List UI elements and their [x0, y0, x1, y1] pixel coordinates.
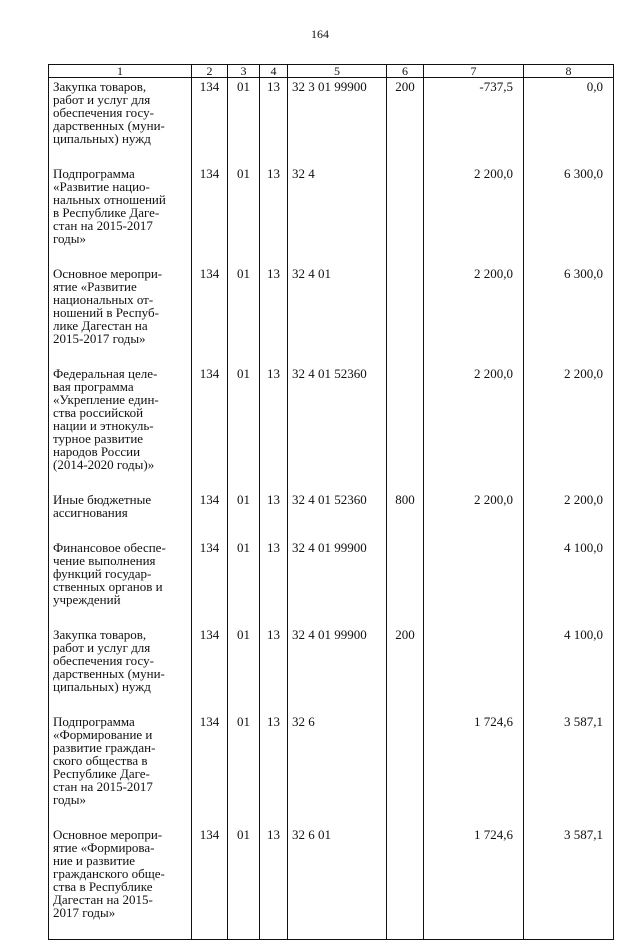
row-expense-type-cell — [387, 539, 424, 626]
row-expense-type-cell: 200 — [387, 78, 424, 166]
row-amount-col8-cell: 6 300,0 — [524, 165, 614, 265]
header-cell-1: 1 — [49, 65, 192, 78]
row-admin-code-cell: 134 — [192, 365, 228, 491]
row-subsection-cell: 13 — [260, 713, 288, 826]
row-amount-col7-cell — [424, 539, 524, 626]
row-amount-col7-cell: 2 200,0 — [424, 265, 524, 365]
row-name-cell: Иные бюджетные ассигнования — [49, 491, 192, 539]
row-name-cell: Закупка товаров, работ и услуг для обеспечения госу- дарственных (муни- ципальных) нужд — [49, 626, 192, 713]
header-cell-5: 5 — [288, 65, 387, 78]
table-row — [49, 165, 614, 265]
row-target-article-cell: 32 6 — [288, 713, 387, 826]
row-target-article-cell: 32 4 01 99900 — [288, 626, 387, 713]
row-admin-code-cell: 134 — [192, 165, 228, 265]
row-admin-code-cell: 134 — [192, 826, 228, 940]
page-number: 164 — [311, 27, 329, 41]
row-section-cell: 01 — [228, 826, 260, 940]
row-subsection-cell: 13 — [260, 78, 288, 166]
row-section-cell: 01 — [228, 539, 260, 626]
table-row — [49, 539, 614, 626]
row-subsection-cell: 13 — [260, 826, 288, 940]
row-admin-code-cell: 134 — [192, 539, 228, 626]
row-target-article-cell: 32 4 01 — [288, 265, 387, 365]
row-amount-col8-cell: 6 300,0 — [524, 265, 614, 365]
row-name-cell: Финансовое обеспе- чение выполнения функций государ- ственных органов и учреждений — [49, 539, 192, 626]
row-target-article-cell: 32 4 01 52360 — [288, 365, 387, 491]
row-amount-col7-cell: 2 200,0 — [424, 491, 524, 539]
row-target-article-cell: 32 4 — [288, 165, 387, 265]
row-section-cell: 01 — [228, 365, 260, 491]
row-subsection-cell: 13 — [260, 165, 288, 265]
row-target-article-cell: 32 4 01 99900 — [288, 539, 387, 626]
row-expense-type-cell — [387, 265, 424, 365]
header-cell-4: 4 — [260, 65, 288, 78]
row-amount-col8-cell: 0,0 — [524, 78, 614, 166]
row-admin-code-cell: 134 — [192, 626, 228, 713]
row-subsection-cell: 13 — [260, 265, 288, 365]
row-expense-type-cell — [387, 365, 424, 491]
row-amount-col7-cell: 2 200,0 — [424, 165, 524, 265]
table-row — [49, 365, 614, 491]
header-cell-6: 6 — [387, 65, 424, 78]
row-name-cell: Закупка товаров, работ и услуг для обеспечения госу- дарственных (муни- ципальных) нужд — [49, 78, 192, 166]
table-row — [49, 626, 614, 713]
row-subsection-cell: 13 — [260, 539, 288, 626]
header-cell-2: 2 — [192, 65, 228, 78]
row-name-cell: Подпрограмма «Развитие нацио- нальных отношений в Республике Даге- стан на 2015-2017 годы» — [49, 165, 192, 265]
row-amount-col7-cell — [424, 626, 524, 713]
row-admin-code-cell: 134 — [192, 491, 228, 539]
row-target-article-cell: 32 4 01 52360 — [288, 491, 387, 539]
header-cell-7: 7 — [424, 65, 524, 78]
row-amount-col8-cell: 4 100,0 — [524, 626, 614, 713]
row-amount-col8-cell: 4 100,0 — [524, 539, 614, 626]
table-body — [49, 78, 614, 940]
row-subsection-cell: 13 — [260, 365, 288, 491]
row-admin-code-cell: 134 — [192, 713, 228, 826]
row-section-cell: 01 — [228, 713, 260, 826]
row-expense-type-cell: 200 — [387, 626, 424, 713]
row-name-cell: Основное меропри- ятие «Развитие национальных от- ношений в Респуб- лике Дагестан на 2015-2017 годы» — [49, 265, 192, 365]
table-row — [49, 713, 614, 826]
row-amount-col8-cell: 3 587,1 — [524, 826, 614, 940]
table-row — [49, 78, 614, 166]
budget-table — [48, 64, 614, 940]
row-amount-col8-cell: 3 587,1 — [524, 713, 614, 826]
row-section-cell: 01 — [228, 491, 260, 539]
row-section-cell: 01 — [228, 626, 260, 713]
table-row — [49, 826, 614, 940]
row-amount-col7-cell: 1 724,6 — [424, 826, 524, 940]
row-expense-type-cell — [387, 165, 424, 265]
row-name-cell: Федеральная целе- вая программа «Укрепление един- ства российской нации и этнокуль- турное развитие народов России (2014-2020 годы)» — [49, 365, 192, 491]
header-row — [49, 65, 614, 78]
row-subsection-cell: 13 — [260, 626, 288, 713]
row-amount-col8-cell: 2 200,0 — [524, 365, 614, 491]
header-cell-3: 3 — [228, 65, 260, 78]
row-name-cell: Основное меропри- ятие «Формирова- ние и развитие гражданского обще- ства в Республике Дагестан на 2015- 2017 годы» — [49, 826, 192, 940]
row-admin-code-cell: 134 — [192, 265, 228, 365]
row-section-cell: 01 — [228, 78, 260, 166]
row-subsection-cell: 13 — [260, 491, 288, 539]
row-amount-col7-cell: 1 724,6 — [424, 713, 524, 826]
row-admin-code-cell: 134 — [192, 78, 228, 166]
row-expense-type-cell — [387, 826, 424, 940]
header-cell-8: 8 — [524, 65, 614, 78]
row-section-cell: 01 — [228, 165, 260, 265]
row-amount-col7-cell: 2 200,0 — [424, 365, 524, 491]
row-expense-type-cell: 800 — [387, 491, 424, 539]
row-expense-type-cell — [387, 713, 424, 826]
row-amount-col8-cell: 2 200,0 — [524, 491, 614, 539]
table-row — [49, 491, 614, 539]
row-name-cell: Подпрограмма «Формирование и развитие граждан- ского общества в Республике Даге- стан на 2015-2017 годы» — [49, 713, 192, 826]
row-target-article-cell: 32 3 01 99900 — [288, 78, 387, 166]
row-section-cell: 01 — [228, 265, 260, 365]
row-target-article-cell: 32 6 01 — [288, 826, 387, 940]
table-row — [49, 265, 614, 365]
row-amount-col7-cell: -737,5 — [424, 78, 524, 166]
